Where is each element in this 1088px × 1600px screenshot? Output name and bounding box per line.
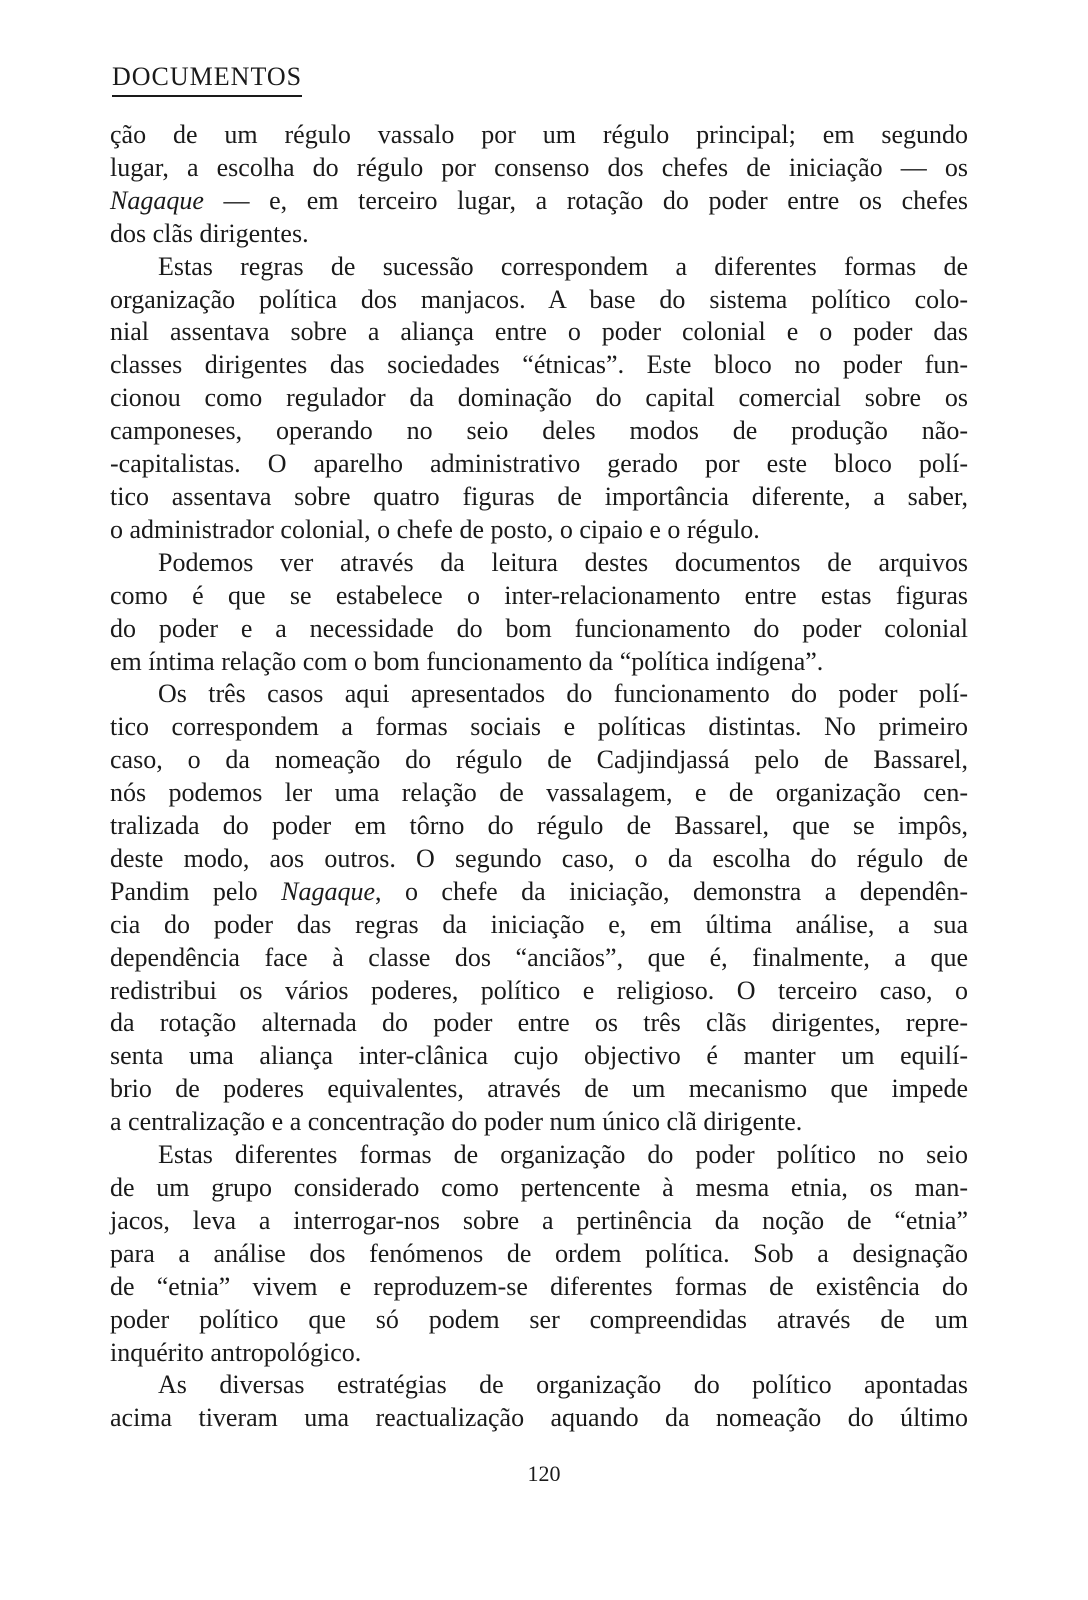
- text-line: inquérito antropológico.: [110, 1337, 362, 1367]
- text-line: de “etnia” vivem e reproduzem-se diferentes formas de existência do: [110, 1271, 968, 1301]
- text-line: de um grupo considerado como pertencente à mesma etnia, os man-: [110, 1173, 968, 1202]
- text-line: caso, o da nomeação do régulo de Cadjindjassá pelo de Bassarel,: [110, 745, 968, 775]
- text-line: senta uma aliança inter-clânica cujo objectivo é manter um equilí-: [110, 1041, 968, 1071]
- text-line: tico assentava sobre quatro figuras de importância diferente, a saber,: [110, 481, 968, 511]
- text-line: Podemos ver através da leitura destes documentos de arquivos: [158, 547, 968, 577]
- page-number: 120: [527, 1461, 561, 1486]
- text-line: cionou como regulador da dominação do capital comercial sobre os: [110, 383, 968, 413]
- text-line: Pandim pelo Nagaque, o chefe da iniciação, demonstra a dependên-: [110, 876, 968, 906]
- text-line: cia do poder das regras da iniciação e, em última análise, a sua: [110, 909, 968, 939]
- text-line: organização política dos manjacos. A base do sistema político colo-: [110, 284, 968, 314]
- text-line: Estas diferentes formas de organização do poder político no seio: [158, 1140, 968, 1170]
- text-line: brio de poderes equivalentes, através de um mecanismo que impede: [110, 1074, 968, 1104]
- text-line: do poder e a necessidade do bom funcionamento do poder colonial: [110, 613, 968, 643]
- text-line: para a análise dos fenómenos de ordem política. Sob a designação: [110, 1238, 968, 1268]
- text-line: dependência face à classe dos “anciãos”, que é, finalmente, a que: [110, 942, 968, 972]
- text-line: nós podemos ler uma relação de vassalagem, e de organização cen-: [110, 778, 968, 808]
- text-line: deste modo, aos outros. O segundo caso, o da escolha do régulo de: [110, 843, 968, 873]
- text-line: classes dirigentes das sociedades “étnicas”. Este bloco no poder fun-: [110, 350, 968, 380]
- text-line: redistribui os vários poderes, político e religioso. O terceiro caso, o: [110, 975, 968, 1005]
- text-line: dos clãs dirigentes.: [110, 218, 309, 248]
- text-line: Nagaque — e, em terceiro lugar, a rotação do poder entre os chefes: [110, 185, 968, 215]
- text-line: tralizada do poder em tôrno do régulo de Bassarel, que se impôs,: [110, 811, 968, 841]
- text-line: Estas regras de sucessão correspondem a diferentes formas de: [158, 251, 968, 281]
- text-line: lugar, a escolha do régulo por consenso dos chefes de iniciação — os: [110, 152, 968, 182]
- text-line: da rotação alternada do poder entre os três clãs dirigentes, repre-: [110, 1008, 968, 1038]
- text-line: a centralização e a concentração do poder num único clã dirigente.: [110, 1107, 803, 1137]
- text-line: nial assentava sobre a aliança entre o poder colonial e o poder das: [110, 317, 968, 347]
- italic-term: Nagaque: [110, 185, 204, 215]
- text-line: ção de um régulo vassalo por um régulo principal; em segundo: [110, 120, 968, 149]
- text-line: tico correspondem a formas sociais e políticas distintas. No primeiro: [110, 712, 968, 742]
- running-head: DOCUMENTOS: [112, 62, 302, 97]
- text-line: como é que se estabelece o inter-relacionamento entre estas figuras: [110, 580, 968, 610]
- text-line: As diversas estratégias de organização do político apontadas: [158, 1370, 968, 1400]
- text-line: em íntima relação com o bom funcionamento da “política indígena”.: [110, 646, 824, 676]
- text-line: -capitalistas. O aparelho administrativo gerado por este bloco polí-: [110, 449, 968, 479]
- body-text: [110, 119, 968, 1435]
- text-line: acima tiveram uma reactualização aquando da nomeação do último: [110, 1403, 968, 1433]
- text-line: jacos, leva a interrogar-nos sobre a pertinência da noção de “etnia”: [110, 1205, 968, 1235]
- text-line: o administrador colonial, o chefe de posto, o cipaio e o régulo.: [110, 514, 760, 544]
- text-line: poder político que só podem ser compreendidas através de um: [110, 1304, 968, 1334]
- text-line: camponeses, operando no seio deles modos de produção não-: [110, 416, 968, 446]
- italic-term: Nagaque: [281, 876, 376, 906]
- text-line: Os três casos aqui apresentados do funcionamento do poder polí-: [158, 679, 968, 709]
